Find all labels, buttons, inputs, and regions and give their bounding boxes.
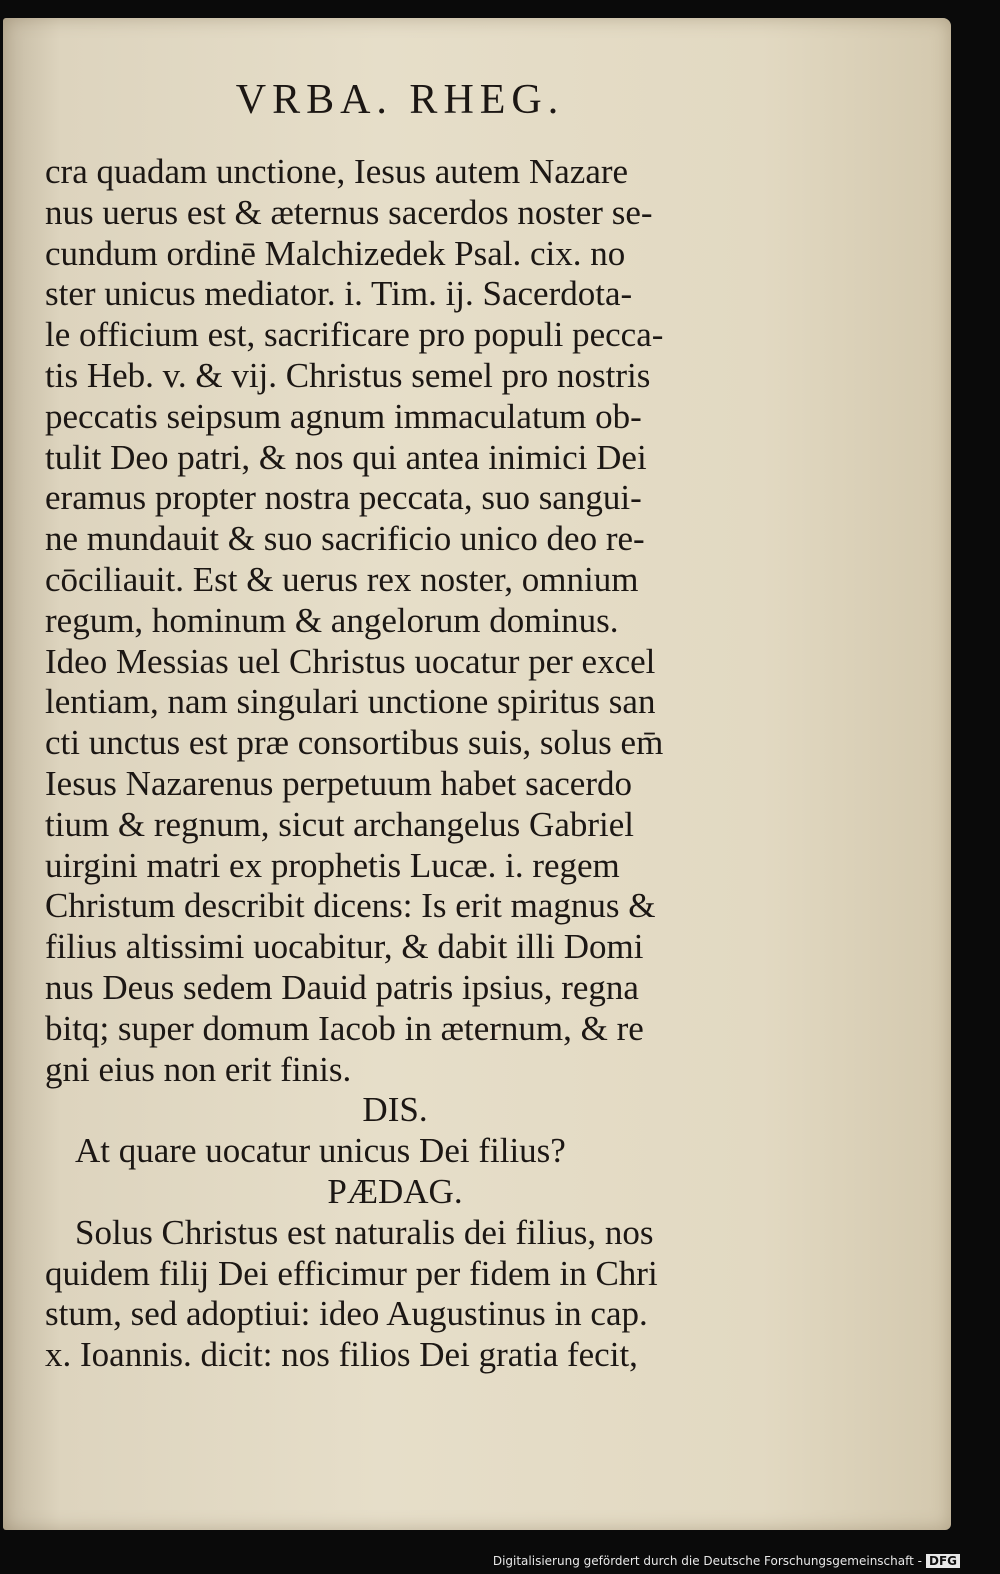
speaker-heading: PÆDAG.: [327, 1171, 463, 1211]
text-line: cti unctus est præ consortibus suis, solus em̄: [45, 723, 664, 763]
answer-line: Solus Christus est naturalis dei filius, nos: [75, 1212, 654, 1252]
running-header: VRBA. RHEG.: [235, 77, 565, 123]
credit-text: Digitalisierung gefördert durch die Deutsche Forschungsgemeinschaft -: [492, 1554, 922, 1568]
text-line: ne mundauit & suo sacrificio unico deo re-: [45, 519, 645, 559]
text-line: tulit Deo patri, & nos qui antea inimici Dei: [45, 437, 647, 477]
question-line: At quare uocatur unicus Dei filius?: [75, 1131, 566, 1171]
dfg-logo: DFG: [926, 1554, 960, 1568]
text-line: cundum ordinē Malchizedek Psal. cix. no: [45, 233, 626, 273]
text-line: nus Deus sedem Dauid patris ipsius, regna: [45, 967, 639, 1007]
digitization-credit: [493, 1554, 960, 1568]
text-line: bitq; super domum Iacob in æternum, & re: [45, 1008, 644, 1048]
text-line: le officium est, sacrificare pro populi pecca-: [45, 315, 664, 355]
answer-line: stum, sed adoptiui: ideo Augustinus in cap.: [45, 1294, 648, 1334]
answer-line: x. Ioannis. dicit: nos filios Dei gratia fecit,: [45, 1335, 638, 1375]
text-line: cra quadam unctione, Iesus autem Nazare: [45, 152, 629, 191]
text-block: [45, 152, 745, 1376]
text-line: uirgini matri ex prophetis Lucæ. i. regem: [45, 845, 620, 885]
text-line: peccatis seipsum agnum immaculatum ob-: [45, 396, 642, 436]
text-line: Christum describit dicens: Is erit magnus &: [45, 886, 656, 926]
speaker-heading: DIS.: [362, 1090, 428, 1130]
text-line: regum, hominum & angelorum dominus.: [45, 600, 619, 640]
text-line: lentiam, nam singulari unctione spiritus san: [45, 682, 656, 722]
text-line: Iesus Nazarenus perpetuum habet sacerdo: [45, 763, 632, 803]
text-line: ster unicus mediator. i. Tim. ij. Sacerdota-: [45, 274, 633, 314]
answer-line: quidem filij Dei efficimur per fidem in Chri: [45, 1253, 658, 1293]
text-line: tium & regnum, sicut archangelus Gabriel: [45, 804, 635, 844]
text-line: tis Heb. v. & vij. Christus semel pro nostris: [45, 355, 651, 395]
text-line: Ideo Messias uel Christus uocatur per excel: [45, 641, 656, 681]
text-line: cōciliauit. Est & uerus rex noster, omnium: [45, 559, 639, 599]
text-line: gni eius non erit finis.: [45, 1049, 352, 1089]
book-page: [3, 18, 951, 1530]
text-line: filius altissimi uocabitur, & dabit illi Domi: [45, 927, 644, 967]
text-line: eramus propter nostra peccata, suo sangui-: [45, 478, 642, 518]
text-line: nus uerus est & æternus sacerdos noster se-: [45, 192, 653, 232]
